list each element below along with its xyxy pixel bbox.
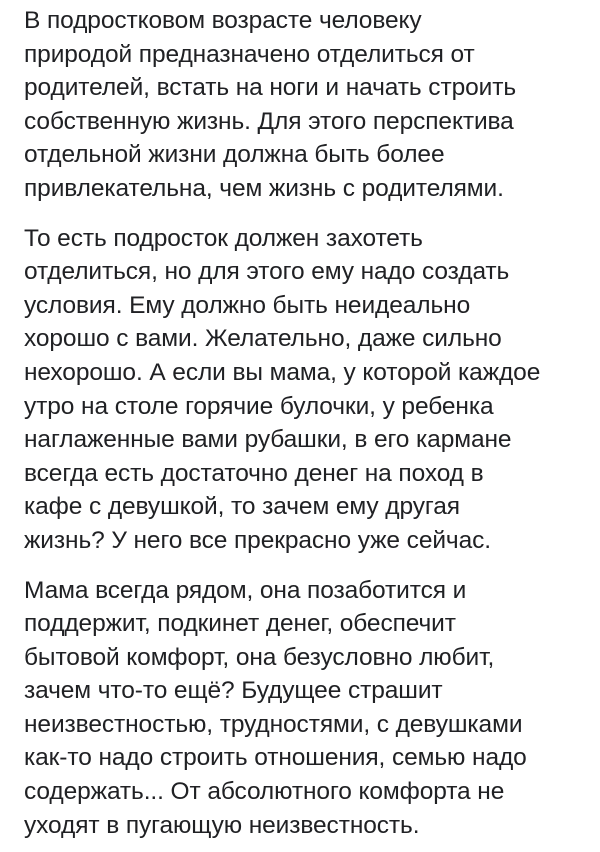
text-line: как-то надо строить отношения, семью надо	[24, 744, 527, 772]
text-line: поддержит, подкинет денег, обеспечит	[24, 610, 456, 638]
text-line: бытовой комфорт, она безусловно любит,	[24, 643, 495, 671]
text-line: нехорошо. А если вы мама, у которой каждое	[24, 358, 541, 386]
paragraph-1	[24, 4, 582, 206]
text-line: Мама всегда рядом, она позаботится и	[24, 576, 467, 604]
paragraph-2	[24, 222, 582, 558]
text-line: содержать... От абсолютного комфорта не	[24, 778, 505, 806]
text-line: собственную жизнь. Для этого перспектива	[24, 107, 514, 135]
text-line: То есть подросток должен захотеть	[24, 224, 423, 252]
text-line: родителей, встать на ноги и начать строить	[24, 74, 516, 102]
text-line: утро на столе горячие булочки, у ребенка	[24, 392, 494, 420]
text-line: кафе с девушкой, то зачем ему другая	[24, 493, 460, 521]
text-line: отделиться, но для этого ему надо создать	[24, 258, 510, 286]
text-line: В подростковом возрасте человеку	[24, 7, 422, 34]
text-line: привлекательна, чем жизнь с родителями.	[24, 174, 504, 202]
paragraph-3	[24, 574, 582, 843]
text-line: жизнь? У него все прекрасно уже сейчас.	[24, 526, 491, 554]
text-line: природой предназначено отделиться от	[24, 40, 475, 68]
text-line: зачем что-то ещё? Будущее страшит	[24, 677, 443, 705]
text-line: условия. Ему должно быть неидеально	[24, 291, 471, 319]
text-line: неизвестностью, трудностями, с девушками	[24, 710, 523, 738]
text-line: наглаженные вами рубашки, в его кармане	[24, 426, 512, 454]
text-line: хорошо с вами. Желательно, даже сильно	[24, 325, 502, 353]
text-line: уходят в пугающую неизвестность.	[24, 811, 420, 839]
text-line: отдельной жизни должна быть более	[24, 141, 445, 169]
text-line: всегда есть достаточно денег на поход в	[24, 459, 484, 487]
